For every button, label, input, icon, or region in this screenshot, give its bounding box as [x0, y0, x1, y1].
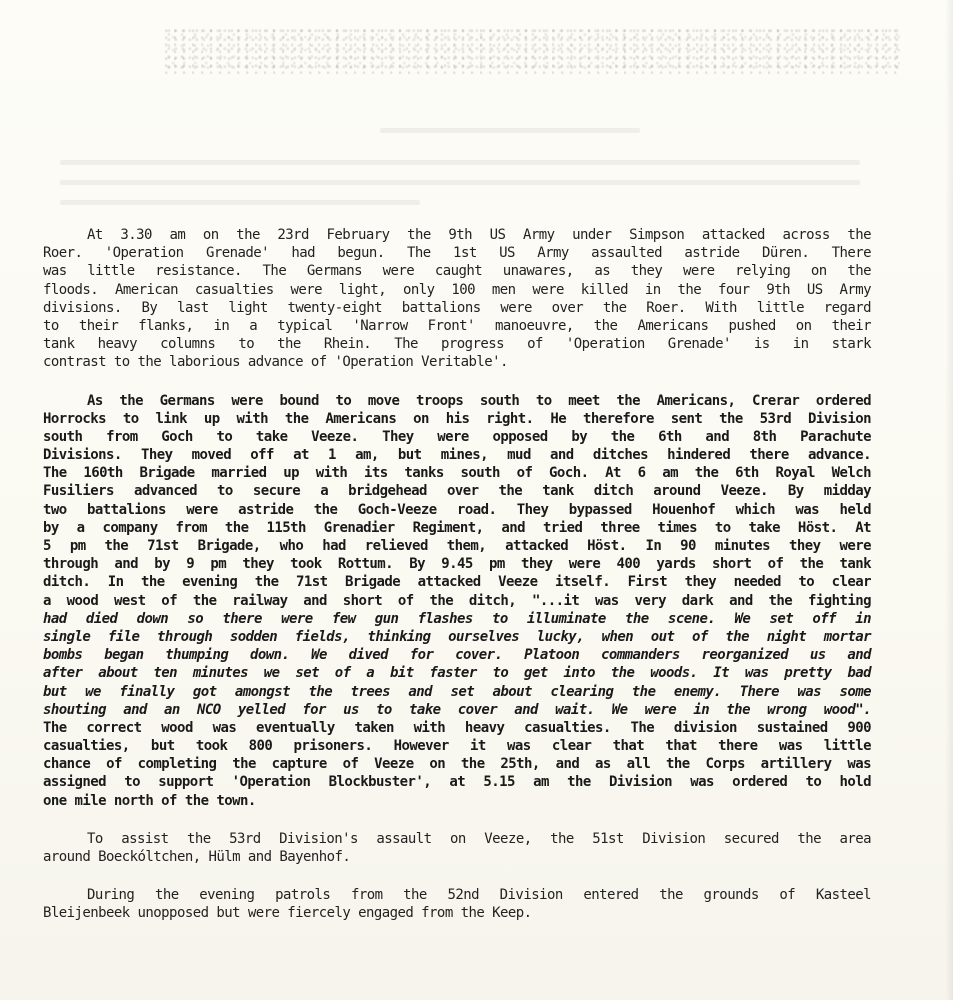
text-line: floods. American casualties were light, only 100 men were killed in the four 9th US Army: [43, 281, 871, 298]
text-line: Divisions. They moved off at 1 am, but mines, mud and ditches hindered there advance.: [43, 447, 871, 464]
paragraph: [43, 392, 871, 810]
text-line: around Boeckóltchen, Hülm and Bayenhof.: [43, 849, 351, 865]
text-line: bombs began thumping down. We dived for cover. Platoon commanders reorganized us and: [43, 647, 871, 664]
bleed-through-line: [60, 200, 420, 205]
paragraph: [43, 886, 871, 922]
text-line: south from Goch to take Veeze. They were opposed by the 6th and 8th Parachute: [43, 428, 871, 445]
text-line: after about ten minutes we set of a bit faster to get into the woods. It was pretty bad: [43, 665, 871, 682]
text-line: one mile north of the town.: [43, 792, 256, 809]
body-text: [43, 226, 871, 943]
text-line: chance of completing the capture of Veeze on the 25th, and as all the Corps artillery was: [43, 756, 871, 773]
bleed-through-line: [60, 180, 860, 185]
text-line: As the Germans were bound to move troops south to meet the Americans, Crerar ordered: [87, 392, 871, 409]
text-line: by a company from the 115th Grenadier Regiment, and tried three times to take Höst. At: [43, 519, 871, 536]
text-line: had died down so there were few gun flashes to illuminate the scene. We set off in: [43, 610, 871, 627]
text-line: divisions. By last light twenty-eight battalions were over the Roer. With little regard: [43, 299, 871, 316]
text-line: To assist the 53rd Division's assault on Veeze, the 51st Division secured the area: [87, 830, 871, 847]
paragraph: [43, 830, 871, 866]
text-line: casualties, but took 800 prisoners. However it was clear that that there was little: [43, 738, 871, 755]
text-line: but we finally got amongst the trees and set about clearing the enemy. There was some: [43, 683, 871, 700]
bleed-through-line: [380, 128, 640, 133]
page-edge-shadow: [945, 0, 953, 1000]
paragraph: [43, 226, 871, 372]
text-line: was little resistance. The Germans were caught unawares, as they were relying on the: [43, 263, 871, 280]
text-line: assigned to support 'Operation Blockbuster', at 5.15 am the Division was ordered to hold: [43, 774, 871, 791]
bleed-through-line: [60, 160, 860, 165]
text-line: to their flanks, in a typical 'Narrow Front' manoeuvre, the Americans pushed on their: [43, 317, 871, 334]
text-line: Horrocks to link up with the Americans on his right. He therefore sent the 53rd Division: [43, 410, 871, 427]
text-line: a wood west of the railway and short of the ditch, "...it was very dark and the fighting: [43, 592, 871, 609]
scan-noise: [165, 28, 900, 74]
text-line: ditch. In the evening the 71st Brigade attacked Veeze itself. First they needed to clear: [43, 574, 871, 591]
text-line: two battalions were astride the Goch-Veeze road. They bypassed Houenhof which was held: [43, 501, 871, 518]
text-line: single file through sodden fields, thinking ourselves lucky, when out of the night mortar: [43, 628, 871, 645]
text-line: Roer. 'Operation Grenade' had begun. The 1st US Army assaulted astride Düren. There: [43, 245, 871, 262]
text-line: At 3.30 am on the 23rd February the 9th US Army under Simpson attacked across the: [87, 227, 871, 243]
text-line: shouting and an NCO yelled for us to take cover and wait. We were in the wrong wood".: [43, 701, 871, 718]
text-line: Bleijenbeek unopposed but were fiercely engaged from the Keep.: [43, 905, 532, 922]
text-line: contrast to the laborious advance of 'Operation Veritable'.: [43, 354, 508, 371]
text-line: During the evening patrols from the 52nd Division entered the grounds of Kasteel: [87, 887, 871, 904]
text-line: 5 pm the 71st Brigade, who had relieved them, attacked Höst. In 90 minutes they were: [43, 538, 871, 554]
text-line: Fusiliers advanced to secure a bridgehead over the tank ditch around Veeze. By midday: [43, 483, 871, 500]
text-line: through and by 9 pm they took Rottum. By 9.45 pm they were 400 yards short of the tank: [43, 556, 871, 573]
text-line: The 160th Brigade married up with its tanks south of Goch. At 6 am the 6th Royal Welch: [43, 465, 871, 482]
text-line: tank heavy columns to the Rhein. The progress of 'Operation Grenade' is in stark: [43, 336, 871, 353]
text-line: The correct wood was eventually taken with heavy casualties. The division sustained 900: [43, 719, 871, 736]
